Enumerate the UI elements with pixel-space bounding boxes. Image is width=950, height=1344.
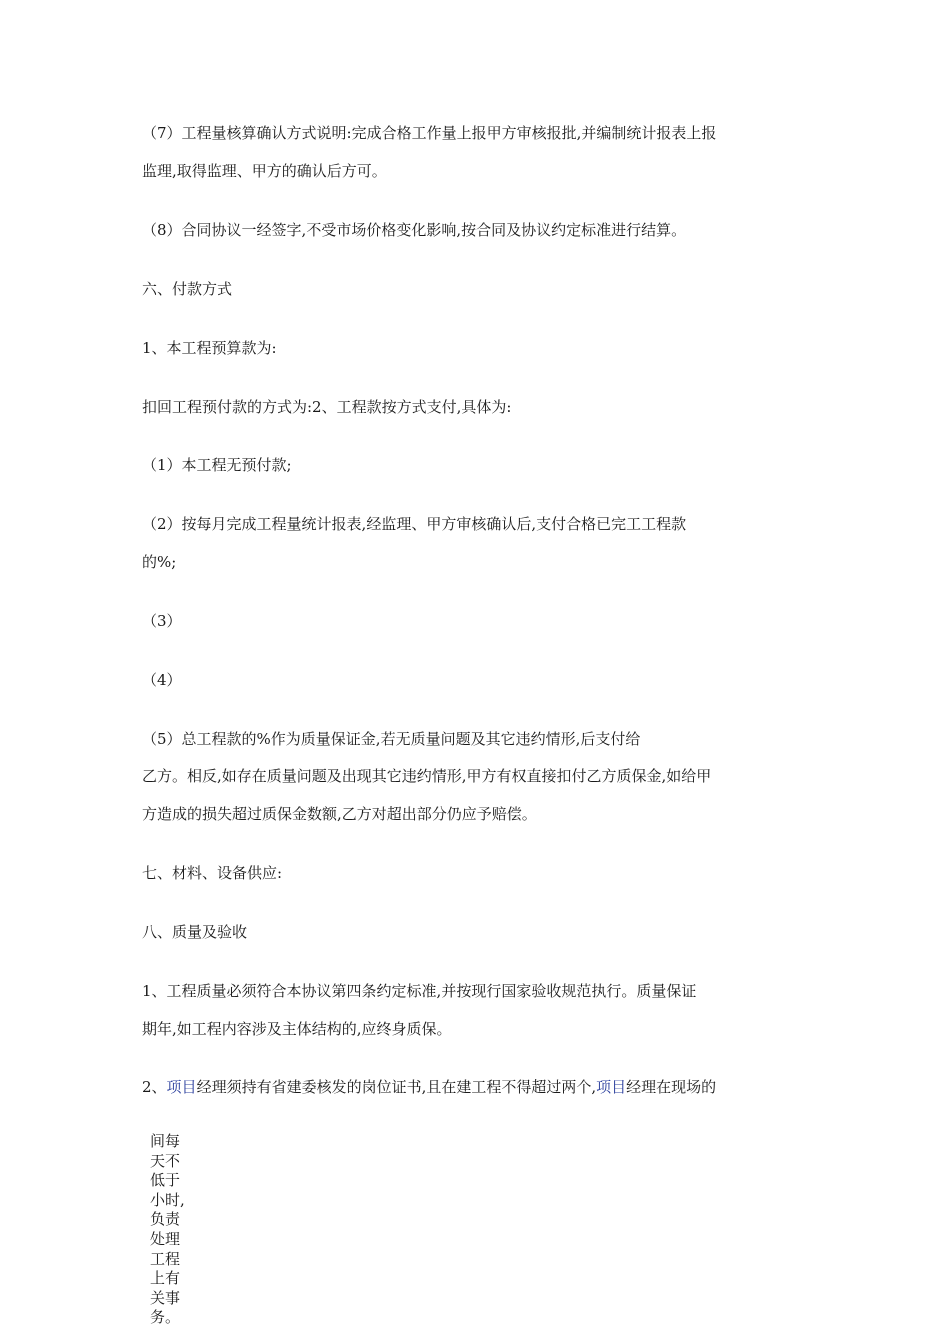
project-link-1[interactable]: 项目: [166, 1078, 197, 1096]
quality-item-2-text-a: 经理须持有省建委核发的岗位证书,且在建工程不得超过两个,: [196, 1078, 597, 1096]
project-link-2[interactable]: 项目: [596, 1078, 627, 1096]
column-line: 上有: [150, 1269, 181, 1288]
payment-item-5-line-1: （5）总工程款的%作为质量保证金,若无质量问题及其它违约情形,后支付给: [142, 730, 641, 748]
clause-7-line-2: 监理,取得监理、甲方的确认后方可。: [142, 162, 387, 180]
quality-item-1-line-2: 期年,如工程内容涉及主体结构的,应终身质保。: [142, 1020, 452, 1038]
section-6-item-2: 扣回工程预付款的方式为:2、工程款按方式支付,具体为:: [142, 398, 512, 416]
section-7-heading: 七、材料、设备供应:: [142, 864, 283, 882]
column-line: 关事: [150, 1288, 181, 1307]
column-line: 处理: [150, 1229, 181, 1248]
clause-7-line-1: （7）工程量核算确认方式说明:完成合格工作量上报甲方审核报批,并编制统计报表上报: [142, 124, 717, 142]
section-6-heading: 六、付款方式: [142, 280, 233, 298]
section-8-heading: 八、质量及验收: [142, 923, 248, 941]
section-6-item-1: 1、本工程预算款为:: [142, 339, 277, 357]
payment-item-5-line-2: 乙方。相反,如存在质量问题及出现其它违约情形,甲方有权直接扣付乙方质保金,如给甲: [142, 767, 712, 785]
payment-item-1: （1）本工程无预付款;: [142, 456, 292, 474]
column-line: 间每: [150, 1132, 181, 1150]
column-line: 低于: [150, 1171, 181, 1190]
quality-item-2-number: 2、: [142, 1078, 167, 1096]
clause-8: （8）合同协议一经签字,不受市场价格变化影响,按合同及协议约定标准进行结算。: [142, 221, 687, 239]
quality-item-2-text-b: 经理在现场的: [626, 1078, 717, 1096]
payment-item-4: （4）: [142, 671, 182, 689]
payment-item-3: （3）: [142, 612, 182, 630]
quality-item-2: [142, 1077, 716, 1097]
payment-item-2-line-1: （2）按每月完成工程量统计报表,经监理、甲方审核确认后,支付合格已完工工程款: [142, 515, 687, 533]
payment-item-5-line-3: 方造成的损失超过质保金数额,乙方对超出部分仍应予赔偿。: [142, 805, 537, 823]
column-line: 负责: [150, 1210, 181, 1229]
column-line: 小时,: [150, 1190, 185, 1209]
narrow-text-column: [150, 1132, 190, 1328]
column-line: 工程: [150, 1249, 181, 1268]
column-line: 务。: [150, 1308, 181, 1327]
quality-item-1-line-1: 1、工程质量必须符合本协议第四条约定标准,并按现行国家验收规范执行。质量保证: [142, 982, 697, 1000]
column-line: 天不: [150, 1151, 181, 1170]
payment-item-2-line-2: 的%;: [142, 553, 177, 571]
